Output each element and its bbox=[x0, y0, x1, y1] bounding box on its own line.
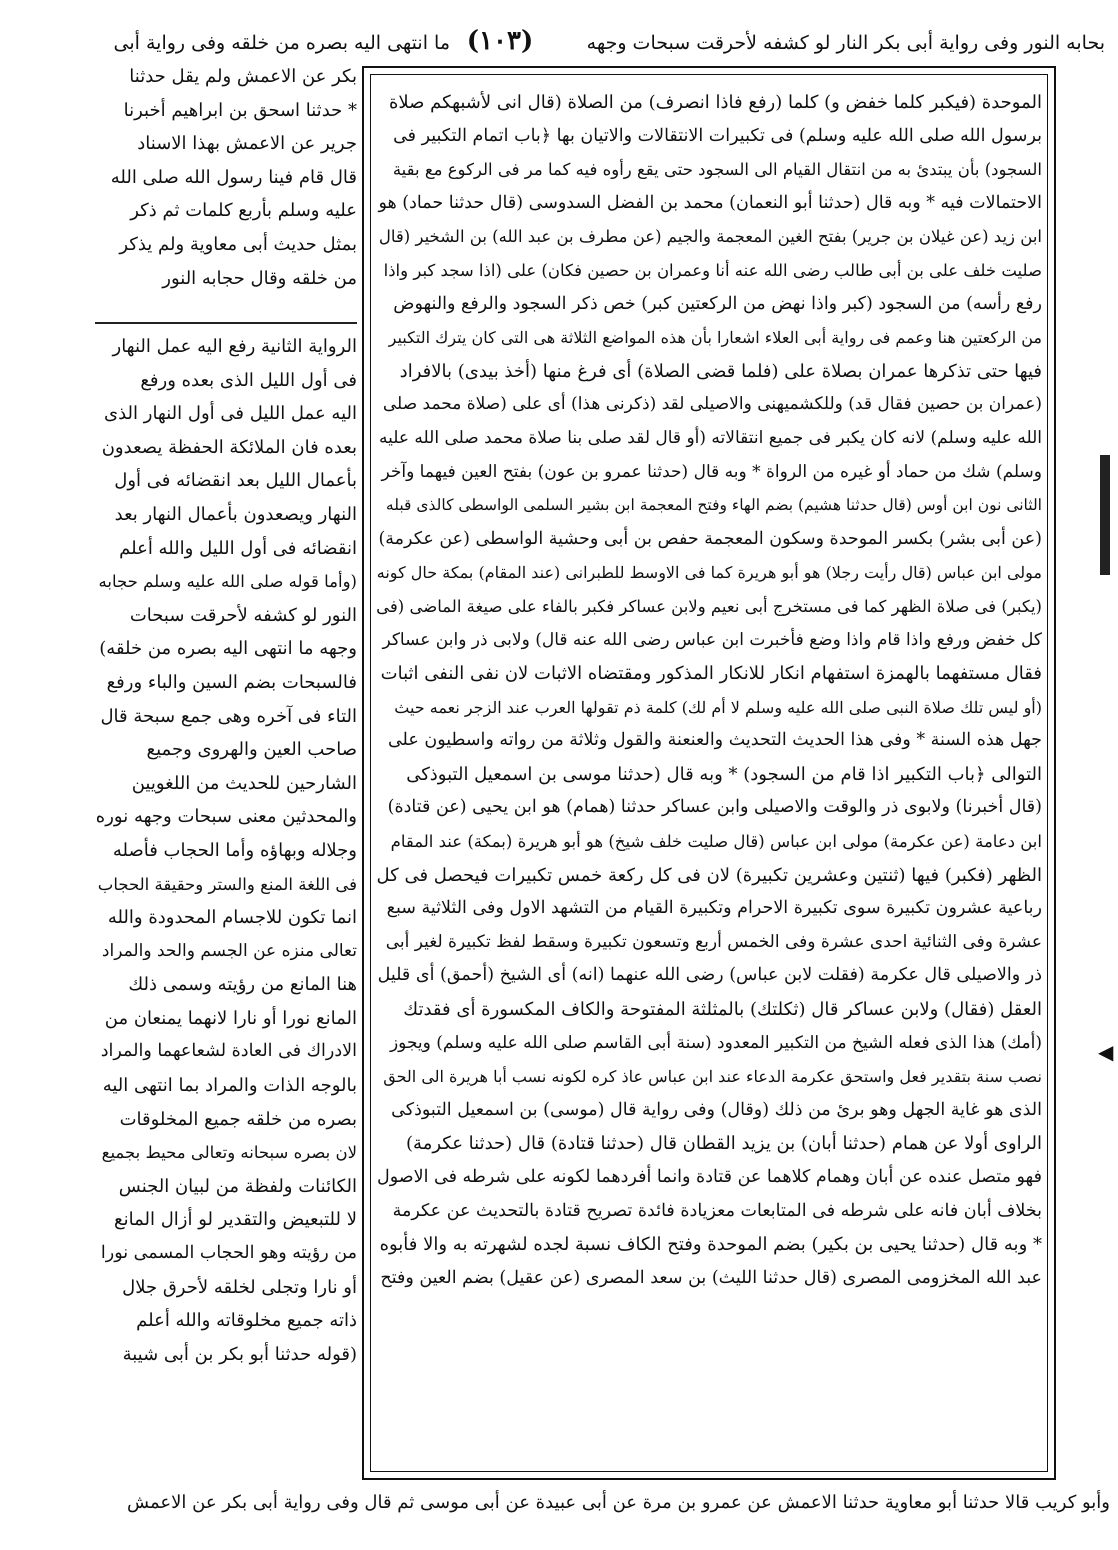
text-line: برسول الله صلى الله عليه وسلم) فى تكبيرات الانتقالات والاتيان بها ﴿باب اتمام التكبير فى bbox=[393, 125, 1042, 146]
text-line: صليت خلف على بن أبى طالب رضى الله عنه أنا وعمران بن حصين فكان) على (اذا سجد كبر واذا bbox=[383, 260, 1042, 280]
text-line: الظهر (فكبر) فيها (ثنتين وعشرين تكبيرة) لان فى كل ركعة خمس تكبيرات فيحصل فى كل bbox=[376, 864, 1042, 886]
text-line: نصب سنة بتقدير فعل واستحق عكرمة الدعاء عند ابن عباس عاذ كره لكونه نسب أبا هريرة الى الحق bbox=[383, 1067, 1042, 1087]
text-line: فهو متصل عنده عن أبان وهمام كلاهما عن قتادة وانما أفردهما لكونه على شرطه فى الاصول bbox=[376, 1167, 1042, 1187]
margin-divider bbox=[95, 322, 357, 324]
page-number: (١٠٣) bbox=[466, 26, 534, 56]
margin-line: التاء فى آخره وهى جمع سبحة قال bbox=[100, 705, 357, 727]
text-line: عشرة وفى الثنائية احدى عشرة وفى الخمس أربع وتسعون تكبيرة وسقط لفظ تكبيرة لغير أبى bbox=[385, 931, 1042, 952]
margin-commentary-top bbox=[95, 60, 357, 295]
running-header-right: بحابه النور وفى رواية أبى بكر النار لو كشفه لأحرقت سبحات وجهه bbox=[586, 32, 1105, 54]
text-line: (عن أبى بشر) بكسر الموحدة وسكون المعجمة حفص بن أبى وحشية الواسطى (عن عكرمة) bbox=[378, 528, 1042, 549]
margin-line: فى أول الليل الذى بعده ورفع bbox=[140, 369, 357, 391]
margin-line: الرواية الثانية رفع اليه عمل النهار bbox=[112, 336, 357, 357]
margin-line: فالسبحات بضم السين والباء ورفع bbox=[106, 671, 357, 693]
margin-line: المانع نورا أو نارا لانهما يمنعان من bbox=[104, 1007, 357, 1029]
margin-line: عليه وسلم بأربع كلمات ثم ذكر bbox=[130, 200, 357, 222]
text-line: (قال أخبرنا) ولابوى ذر والوقت والاصيلى وابن عساكر حدثنا (همام) هو ابن يحيى (عن قتادة) bbox=[387, 797, 1042, 818]
text-line: * وبه قال (حدثنا يحيى بن بكير) بضم الموحدة وفتح الكاف نسبة لجده لشهرته به والا فأبوه bbox=[379, 1234, 1042, 1256]
margin-line: اليه عمل الليل فى أول النهار الذى bbox=[104, 403, 357, 425]
text-line: بخلاف أبان فانه على شرطه فى المتابعات معزيادة فائدة تصريح قتادة بالتحديث عن عكرمة bbox=[392, 1200, 1042, 1221]
margin-line: بكر عن الاعمش ولم يقل حدثنا bbox=[129, 66, 357, 87]
margin-line: أو نارا وتجلى لخلقه لأحرق جلال bbox=[122, 1276, 357, 1298]
text-line: الثانى نون ابن أوس (قال حدثنا هشيم) بضم الهاء وفتح المعجمة ابن بشير السلمى الواسطى كالذى قبله bbox=[385, 496, 1042, 515]
margin-line: النهار ويصعدون بأعمال النهار بعد bbox=[114, 503, 357, 525]
text-line: ابن زيد (عن غيلان بن جرير) بفتح الغين المعجمة والجيم (عن مطرف بن عبد الله) بن الشخير (قال bbox=[378, 227, 1042, 247]
text-line: الراوى أولا عن همام (حدثنا أبان) بن يزيد القطان قال (حدثنا قتادة) قال (حدثنا عكرمة) bbox=[406, 1133, 1042, 1155]
margin-line: لا للتبعيض والتقدير لو أزال المانع bbox=[114, 1209, 357, 1231]
margin-line: بعده فان الملائكة الحفظة يصعدون bbox=[101, 436, 357, 458]
text-line: (أمك) هذا الذى فعله الشيخ من التكبير المعدود (سنة أبى القاسم صلى الله عليه وسلم) ويجوز bbox=[389, 1032, 1042, 1053]
main-text-block bbox=[376, 86, 1042, 1295]
margin-line: بأعمال الليل بعد انقضائه فى أول bbox=[114, 470, 357, 492]
margin-line: بصره من خلقه جميع المخلوقات bbox=[119, 1108, 357, 1130]
margin-line: الادراك فى العادة لشعاعهما والمراد bbox=[100, 1041, 357, 1062]
text-line: الموحدة (فيكبر كلما خفض و) كلما (رفع فاذا انصرف) من الصلاة (قال انى لأشبهكم صلاة bbox=[388, 92, 1042, 113]
margin-line: انقضائه فى أول الليل والله أعلم bbox=[119, 537, 357, 559]
text-line: العقل (فقال) ولابن عساكر قال (ثكلتك) بالمثلثة المفتوحة والكاف المكسورة أى فقدتك bbox=[403, 999, 1042, 1021]
text-line: وسلم) شك من حماد أو غيره من الرواة * وبه قال (حدثنا عمرو بن عون) بفتح العين فيهما وآخر bbox=[381, 461, 1042, 482]
margin-line: هنا المانع من رؤيته وسمى ذلك bbox=[128, 974, 357, 996]
footer-continuation-line: وأبو كريب قالا حدثنا أبو معاوية حدثنا الاعمش عن عمرو بن مرة عن أبى عبيدة عن أبى موسى ثم قال وفى رواية أبى بكر عن الاعمش bbox=[127, 1492, 1110, 1513]
margin-line: الشارحين للحديث من اللغويين bbox=[131, 772, 357, 794]
margin-line: الكائنات ولفظة من لبيان الجنس bbox=[118, 1175, 357, 1197]
margin-line: جرير عن الاعمش بهذا الاسناد bbox=[137, 133, 357, 155]
margin-line: ذاته جميع مخلوقاته والله أعلم bbox=[136, 1310, 357, 1332]
text-line: من الركعتين هنا وعمم فى رواية أبى العلاء اشعارا بأن هذه المواضع الثلاثة هى التى كان يترك التكبير bbox=[388, 328, 1042, 348]
margin-line: انما تكون للاجسام المحدودة والله bbox=[107, 907, 357, 929]
page-edge-dot: ◀ bbox=[1098, 1040, 1114, 1064]
text-line: عبد الله المخزومى المصرى (قال حدثنا الليث) بن سعد المصرى (عن عقيل) بضم العين وفتح bbox=[380, 1267, 1042, 1288]
margin-line: صاحب العين والهروى وجميع bbox=[146, 739, 357, 761]
margin-line: تعالى منزه عن الجسم والحد والمراد bbox=[101, 940, 357, 961]
margin-line: وجهه ما انتهى اليه بصره من خلقه) bbox=[99, 638, 357, 660]
margin-commentary bbox=[95, 330, 357, 1371]
margin-line: (قوله حدثنا أبو بكر بن أبى شيبة bbox=[122, 1343, 357, 1365]
text-line: الاحتمالات فيه * وبه قال (حدثنا أبو النعمان) محمد بن الفضل السدوسى (قال حدثنا حماد) هو bbox=[378, 192, 1042, 213]
text-line: الله عليه وسلم) لانه كان يكبر فى جميع انتقالاته (أو قال لقد صلى بنا صلاة محمد صلى الله عليه bbox=[378, 427, 1042, 448]
margin-line: بمثل حديث أبى معاوية ولم يذكر bbox=[119, 233, 357, 255]
margin-line: وجلاله وبهاؤه وأما الحجاب فأصله bbox=[112, 839, 357, 861]
text-line: كل خفض ورفع واذا قام واذا وضع فأخبرت ابن عباس رضى الله عنه قال) ولابى ذر وابن عساكر bbox=[382, 629, 1042, 650]
margin-line: بالوجه الذات والمراد بما انتهى اليه bbox=[102, 1075, 357, 1097]
margin-line: من رؤيته وهو الحجاب المسمى نورا bbox=[100, 1243, 357, 1264]
margin-line: (وأما قوله صلى الله عليه وسلم حجابه bbox=[98, 572, 357, 592]
text-line: الذى هو غاية الجهل وهو برئ من ذلك (وقال) وفى رواية قال (موسى) بن اسمعيل التبوذكى bbox=[391, 1099, 1042, 1120]
page-edge-mark bbox=[1100, 455, 1110, 575]
text-line: جهل هذه السنة * وفى هذا الحديث التحديث والعنعنة والقول وثلاثة من رواته واسطيون على bbox=[387, 730, 1042, 751]
text-line: (يكبر) فى صلاة الظهر كما فى مستخرج أبى نعيم ولابن عساكر فكبر بالفاء على صيغة الماضى (فى bbox=[376, 596, 1042, 616]
margin-line: والمحدثين معنى سبحات وجهه نوره bbox=[95, 806, 357, 828]
text-line: مولى ابن عباس (قال رأيت رجلا) هو أبو هريرة كما فى الاوسط للطبرانى (عند المقام) بمكة حال كونه bbox=[376, 563, 1042, 583]
margin-line: * حدثنا اسحق بن ابراهيم أخبرنا bbox=[123, 99, 357, 121]
text-line: (عمران بن حصين فقال قد) وللكشميهنى والاصيلى لقد (ذكرنى هذا) أى على (صلاة محمد صلى bbox=[382, 394, 1042, 415]
margin-line: قال قام فينا رسول الله صلى الله bbox=[110, 166, 357, 188]
text-line: رباعية عشرون تكبيرة سوى تكبيرة الاحرام وتكبيرة القيام من التشهد الاول وفى الثلاثية سبع bbox=[386, 898, 1042, 919]
text-line: (أو ليس تلك صلاة النبى صلى الله عليه وسلم لا أم لك) كلمة ذم تقولها العرب عند الزجر نعمه حيث bbox=[394, 697, 1042, 717]
text-line: فقال مستفهما بالهمزة استفهام انكار للانكار المذكور ومقتضاه الاثبات لان نفى النفى اثبات bbox=[380, 663, 1042, 685]
margin-line: من خلقه وقال حجابه النور bbox=[162, 267, 357, 289]
text-line: ابن دعامة (عن عكرمة) مولى ابن عباس (قال صليت خلف شيخ) هو أبو هريرة (بمكة) عند المقام bbox=[390, 832, 1042, 852]
margin-line: لان بصره سبحانه وتعالى محيط بجميع bbox=[101, 1143, 357, 1163]
text-line: فيها حتى تذكرها عمران بصلاة على (فلما قضى الصلاة) أى فرغ منها (أخذ بيدى) بالافراد bbox=[399, 360, 1042, 382]
running-header-left: ما انتهى اليه بصره من خلقه وفى رواية أبى bbox=[113, 32, 450, 54]
margin-line: فى اللغة المنع والستر وحقيقة الحجاب bbox=[97, 874, 357, 894]
margin-line: النور لو كشفه لأحرقت سبحات bbox=[129, 604, 357, 626]
text-line: ذر والاصيلى قال عكرمة (فقلت لابن عباس) رضى الله عنهما (انه) أى الشيخ (أحمق) أى قليل bbox=[377, 965, 1042, 986]
text-line: التوالى ﴿باب التكبير اذا قام من السجود) * وبه قال (حدثنا موسى بن اسمعيل التبوذكى bbox=[406, 763, 1042, 785]
text-line: رفع رأسه) من السجود (كبر واذا نهض من الركعتين كبر) خص ذكر السجود والرفع والنهوض bbox=[393, 293, 1042, 314]
text-line: السجود) بأن يبتدئ به من انتقال القيام الى السجود حتى يقع رأوه فيه كما مر فى الركوع مع بقية bbox=[392, 160, 1042, 180]
